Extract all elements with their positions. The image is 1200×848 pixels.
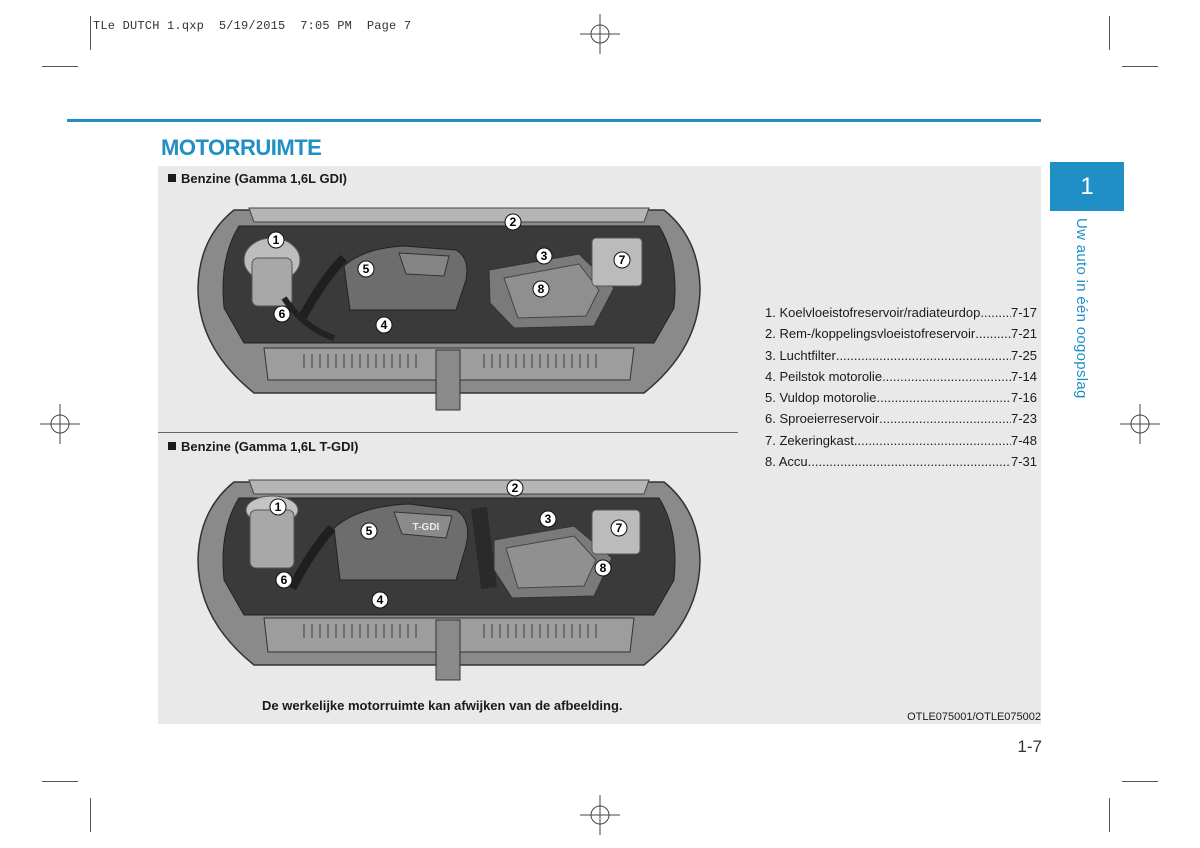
- legend-item: 1. Koelvloeistofreservoir/radiateurdop ..... 7-17: [765, 302, 1037, 323]
- bullet-square-icon: [168, 174, 176, 182]
- figure-caption: [168, 171, 347, 186]
- legend-item: 3. Luchtfilter ..... 7-25: [765, 345, 1037, 366]
- chapter-number: 1: [1080, 172, 1094, 200]
- disclaimer: De werkelijke motorruimte kan afwijken van de afbeelding.: [262, 698, 623, 713]
- svg-text:8: 8: [599, 561, 607, 575]
- crop-mark: [1109, 16, 1110, 50]
- engine-bay-illustration-tgdi: [194, 470, 704, 690]
- callout-4: [372, 592, 388, 608]
- crop-mark: [1122, 781, 1158, 782]
- svg-text:1: 1: [274, 500, 282, 514]
- crop-mark: [42, 781, 78, 782]
- callout-7: [611, 520, 627, 536]
- crop-mark: [42, 66, 78, 67]
- svg-text:4: 4: [376, 593, 384, 607]
- bullet-square-icon: [168, 442, 176, 450]
- legend-item: 8. Accu ..... 7-31: [765, 451, 1037, 472]
- crop-mark: [90, 16, 91, 50]
- callout-3: [536, 248, 552, 264]
- svg-text:4: 4: [380, 318, 388, 332]
- svg-text:7: 7: [618, 253, 626, 267]
- callout-6: [276, 572, 292, 588]
- crop-mark: [90, 798, 91, 832]
- callout-1: [268, 232, 284, 248]
- figure-caption-text: Benzine (Gamma 1,6L GDI): [181, 171, 347, 186]
- svg-text:5: 5: [362, 262, 370, 276]
- legend-item: 5. Vuldop motorolie ..... 7-16: [765, 387, 1037, 408]
- crop-mark: [1109, 798, 1110, 832]
- svg-text:5: 5: [365, 524, 373, 538]
- svg-text:3: 3: [544, 512, 552, 526]
- svg-text:2: 2: [511, 481, 519, 495]
- figure-code: OTLE075001/OTLE075002: [907, 711, 1041, 723]
- component-legend: [765, 302, 1037, 472]
- callout-1: [270, 499, 286, 515]
- chapter-tab: [1050, 162, 1124, 211]
- svg-text:7: 7: [615, 521, 623, 535]
- page-number: 1-7: [1017, 737, 1042, 756]
- svg-text:6: 6: [280, 573, 288, 587]
- svg-text:1: 1: [272, 233, 280, 247]
- registration-mark-icon: [40, 404, 80, 444]
- registration-mark-icon: [580, 795, 620, 835]
- registration-mark-icon: [1120, 404, 1160, 444]
- callout-7: [614, 252, 630, 268]
- svg-text:8: 8: [537, 282, 545, 296]
- figure-caption-text: Benzine (Gamma 1,6L T-GDI): [181, 439, 359, 454]
- legend-item: 7. Zekeringkast ..... 7-48: [765, 430, 1037, 451]
- svg-text:2: 2: [509, 215, 517, 229]
- legend-item: 2. Rem-/koppelingsvloeistofreservoir ..... 7-21: [765, 323, 1037, 344]
- print-header: TLe DUTCH 1.qxp 5/19/2015 7:05 PM Page 7: [93, 19, 412, 33]
- callout-3: [540, 511, 556, 527]
- svg-text:6: 6: [278, 307, 286, 321]
- page-title: MOTORRUIMTE: [161, 135, 322, 160]
- crop-mark: [1122, 66, 1158, 67]
- callout-8: [533, 281, 549, 297]
- top-rule: [67, 119, 1041, 122]
- svg-text:T-GDI: T-GDI: [412, 522, 440, 533]
- callout-2: [507, 480, 523, 496]
- callout-8: [595, 560, 611, 576]
- callout-5: [361, 523, 377, 539]
- callout-4: [376, 317, 392, 333]
- figure-caption: [168, 439, 358, 454]
- legend-item: 4. Peilstok motorolie ..... 7-14: [765, 366, 1037, 387]
- callout-5: [358, 261, 374, 277]
- chapter-title-vertical: Uw auto in één oogopslag: [1073, 218, 1090, 399]
- legend-item: 6. Sproeierreservoir ..... 7-23: [765, 408, 1037, 429]
- callout-6: [274, 306, 290, 322]
- figure-divider: [158, 432, 738, 433]
- callout-2: [505, 214, 521, 230]
- svg-text:3: 3: [540, 249, 548, 263]
- registration-mark-icon: [580, 14, 620, 54]
- engine-bay-illustration-gdi: [194, 198, 704, 420]
